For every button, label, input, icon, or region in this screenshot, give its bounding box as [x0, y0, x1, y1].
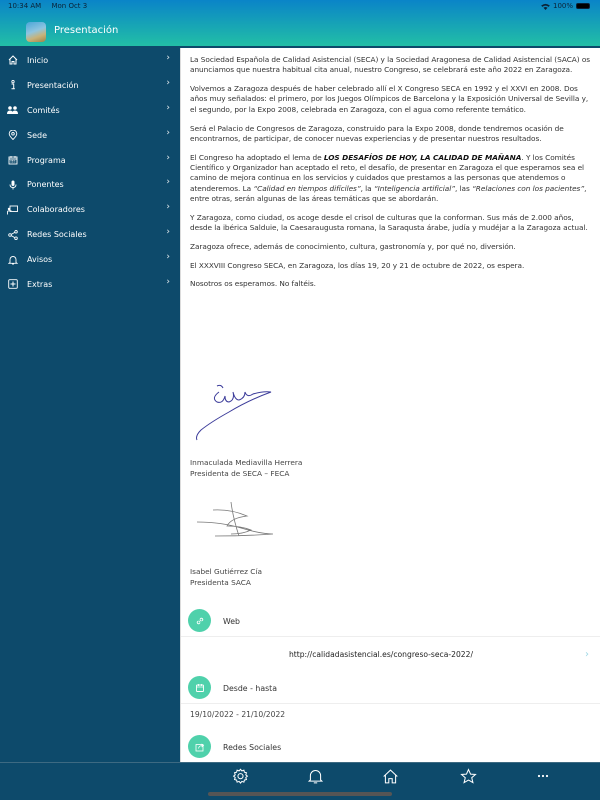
chevron-right-icon: ›	[585, 648, 589, 660]
text-span: , las	[454, 183, 473, 193]
tab-notifications[interactable]	[305, 766, 325, 786]
tab-more[interactable]	[533, 766, 553, 786]
tab-favorites[interactable]	[458, 766, 478, 786]
dates-label: Desde - hasta	[223, 683, 277, 693]
signer-1-role: Presidenta de SECA – FECA	[190, 468, 290, 478]
chevron-right-icon: ›	[166, 152, 170, 163]
share-icon	[7, 229, 18, 240]
sidebar-item-comites[interactable]	[0, 98, 180, 123]
presentation-content[interactable]	[180, 48, 600, 762]
paragraph: Volvemos a Zaragoza después de haber celebrado allí el X Congreso SECA en 1992 y el XXVI en 2008. Dos años muy señalados: el primero, por los Juegos Olímpicos de Barcelona y la Exposición Universal de Sevilla y, el segundo, por la Expo 2008, celebrada en Zaragoza, con el agua como referente temático.	[190, 84, 589, 114]
signer-2-name: Isabel Gutiérrez Cía	[190, 567, 262, 576]
sidebar-item-label: Presentación	[27, 80, 79, 90]
signature-image-2	[191, 498, 291, 548]
text-span: . Y los Comités Científico y Organizador han aceptado el reto, el desafío, de presentar en Zaragoza el que esperamos sea el camino de mejora continua en los servicios y cuidados que prestamos a las personas que atendemos o atenderemos. La	[190, 152, 585, 193]
sidebar-item-programa[interactable]	[0, 148, 180, 173]
paragraph: El XXXVIII Congreso SECA, en Zaragoza, los días 19, 20 y 21 de octubre de 2022, os espera.	[190, 260, 525, 270]
sidebar-item-label: Programa	[27, 155, 66, 165]
status-bar-right	[541, 2, 590, 10]
app-logo	[26, 22, 46, 42]
battery-percent: 100%	[552, 2, 573, 10]
signature-image-1	[189, 378, 299, 448]
gear-icon	[232, 768, 249, 785]
presentation-icon	[7, 204, 18, 215]
users-icon	[7, 105, 18, 116]
sidebar-item-label: Redes Sociales	[27, 230, 87, 240]
tab-settings[interactable]	[230, 766, 250, 786]
calendar-icon	[7, 155, 18, 166]
star-icon	[460, 768, 477, 785]
presentation-text	[181, 48, 600, 290]
home-icon	[382, 768, 399, 785]
topic: “Calidad en tiempos difíciles”	[253, 183, 361, 193]
sidebar-item-sede[interactable]	[0, 123, 180, 148]
sidebar-item-label: Inicio	[27, 55, 49, 65]
sidebar-item-label: Extras	[27, 279, 53, 289]
web-label: Web	[223, 616, 240, 626]
text-span: , entre otras, serán algunas de las áreas temáticas que se abordarán.	[190, 183, 587, 203]
sidebar-item-label: Comités	[27, 105, 60, 115]
chevron-right-icon: ›	[166, 77, 170, 88]
paragraph: Nosotros os esperamos. No faltéis.	[190, 279, 316, 289]
status-date: Mon Oct 3	[51, 2, 88, 10]
status-time: 10:34 AM	[8, 2, 42, 10]
paragraph	[190, 153, 591, 205]
chevron-right-icon: ›	[166, 177, 170, 188]
web-section-header	[181, 608, 600, 634]
divider	[181, 703, 600, 704]
social-label: Redes Sociales	[223, 742, 282, 752]
topic: “Relaciones con los pacientes”	[472, 183, 585, 193]
social-section-header	[181, 734, 600, 760]
page-title: Presentación	[54, 25, 119, 36]
topic: “Inteligencia artificial”	[373, 183, 455, 193]
signer-2-role: Presidenta SACA	[190, 577, 251, 587]
calendar-icon	[188, 676, 211, 699]
web-link-row[interactable]	[181, 642, 600, 666]
location-icon	[7, 130, 18, 141]
sidebar-item-avisos[interactable]	[0, 247, 180, 272]
paragraph: La Sociedad Española de Calidad Asistencial (SECA) y la Sociedad Aragonesa de Calidad Asistencial (SACA) os anunciamos que nuestra habitual cita anual, nuestro Congreso, se celebrará este año 2022 en Zaragoza.	[190, 55, 591, 75]
home-indicator[interactable]	[208, 792, 392, 796]
text-span: , la	[360, 183, 374, 193]
more-icon	[536, 773, 550, 779]
congress-motto: LOS DESAFÍOS DE HOY, LA CALIDAD DE MAÑANA	[323, 152, 522, 162]
signer-1	[190, 458, 302, 479]
paragraph: Será el Palacio de Congresos de Zaragoza, construido para la Expo 2008, donde tendremos ocasión de encontrarnos, de participar, de conocer nuevas experiencias y de presentar nuestros resultados.	[190, 123, 564, 143]
status-bar-left	[8, 2, 95, 10]
home-icon	[7, 55, 18, 66]
chevron-right-icon: ›	[166, 252, 170, 263]
microphone-icon	[7, 179, 18, 190]
sidebar	[0, 48, 180, 762]
plus-box-icon	[7, 279, 18, 290]
web-url-link[interactable]: http://calidadasistencial.es/congreso-seca-2022/	[288, 649, 474, 659]
sidebar-item-redes-sociales[interactable]	[0, 222, 180, 247]
sidebar-item-presentacion[interactable]	[0, 73, 180, 98]
chevron-right-icon: ›	[166, 277, 170, 288]
battery-icon	[576, 3, 590, 9]
chevron-right-icon: ›	[166, 227, 170, 238]
sidebar-item-label: Avisos	[27, 255, 53, 265]
chevron-right-icon: ›	[166, 127, 170, 138]
info-icon	[7, 80, 18, 91]
text-span: El Congreso ha adoptado el lema de	[190, 152, 324, 162]
dates-section-header	[181, 675, 600, 701]
sidebar-item-label: Sede	[27, 130, 47, 140]
sidebar-item-label: Colaboradores	[27, 205, 85, 215]
chevron-right-icon: ›	[166, 202, 170, 213]
signer-1-name: Inmaculada Mediavilla Herrera	[190, 458, 303, 467]
chevron-right-icon: ›	[166, 53, 170, 63]
divider	[181, 636, 600, 637]
sidebar-item-ponentes[interactable]	[0, 172, 180, 197]
app-header	[0, 0, 600, 46]
paragraph: Zaragoza ofrece, además de conocimiento, cultura, gastronomía y, por qué no, diversión.	[190, 241, 516, 251]
sidebar-item-extras[interactable]	[0, 272, 180, 297]
dates-value: 19/10/2022 - 21/10/2022	[190, 710, 286, 719]
bell-icon	[7, 254, 18, 265]
bell-icon	[307, 768, 324, 785]
wifi-icon	[541, 3, 550, 10]
tab-home[interactable]	[380, 766, 400, 786]
signer-2	[190, 567, 262, 588]
chevron-right-icon: ›	[166, 102, 170, 113]
sidebar-item-colaboradores[interactable]	[0, 197, 180, 222]
paragraph: Y Zaragoza, como ciudad, os acoge desde el crisol de culturas que la conforman. Sus más de 2.000 años, desde la ibérica Salduie, la Caesaraugusta romana, la Saraqusta árabe, judía y mudéjar a la Zaragoza actual.	[190, 212, 588, 233]
link-icon	[188, 609, 211, 632]
sidebar-item-label: Ponentes	[27, 180, 64, 190]
share-icon	[188, 735, 211, 758]
sidebar-item-inicio[interactable]	[0, 48, 180, 73]
